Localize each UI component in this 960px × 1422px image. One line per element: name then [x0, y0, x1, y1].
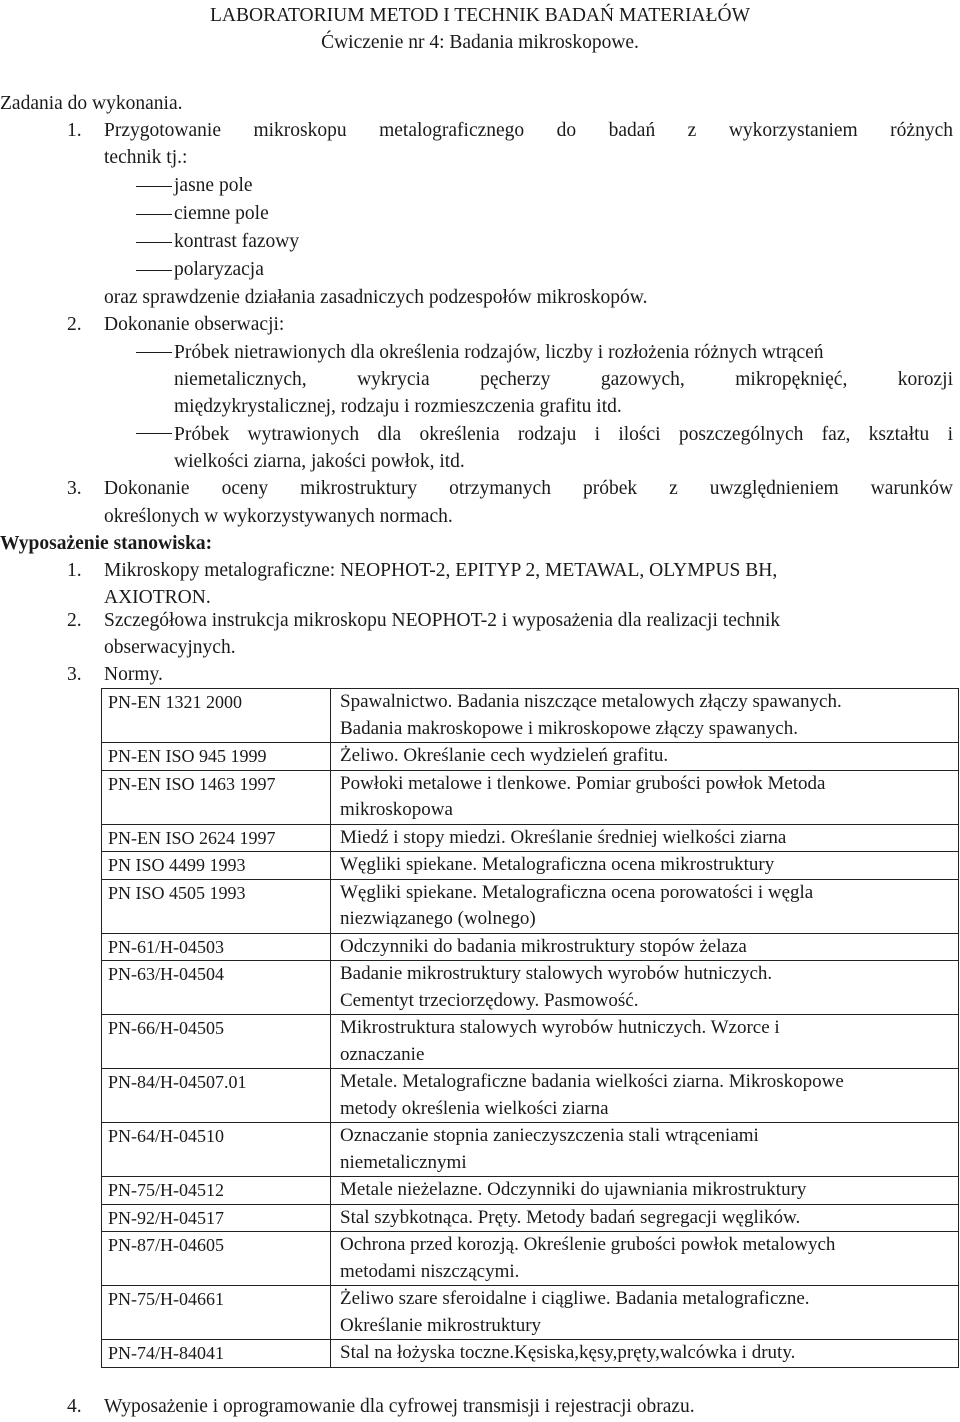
equipment-2-number: 2.	[67, 610, 82, 631]
norm-description	[331, 933, 959, 961]
technique-phase-contrast: kontrast fazowy	[174, 231, 300, 252]
norm-description-line: Badanie mikrostruktury stalowych wyrobów hutniczych.	[340, 963, 773, 984]
norm-code: PN-61/H-04503	[102, 933, 331, 961]
norm-description-line: Ochrona przed korozją. Określenie grubości powłok metalowych	[340, 1234, 836, 1255]
norm-row	[102, 1177, 959, 1205]
task-2-bullet-2-line-1: Próbek wytrawionych dla określenia rodzaju i ilości poszczególnych faz, kształtu i	[174, 424, 953, 445]
norm-description-line: mikroskopowa	[340, 799, 453, 820]
task-2-number: 2.	[67, 314, 82, 335]
norm-code: PN-EN ISO 945 1999	[102, 743, 331, 771]
norm-row	[102, 770, 959, 824]
norm-row	[102, 743, 959, 771]
norm-description-line: niezwiązanego (wolnego)	[340, 908, 536, 929]
task-2-bullet-1-line-2: niemetalicznych, wykrycia pęcherzy gazowych, mikropęknięć, korozji	[174, 369, 953, 390]
norm-description-line: Cementyt trzeciorzędowy. Pasmowość.	[340, 989, 639, 1011]
norm-row	[102, 824, 959, 852]
norm-code: PN ISO 4505 1993	[102, 879, 331, 933]
norm-row	[102, 1069, 959, 1123]
norm-description-line: Stal na łożyska toczne.Kęsiska,kęsy,pręty,walcówka i druty.	[340, 1342, 796, 1363]
tasks-heading: Zadania do wykonania.	[0, 93, 183, 114]
task-2-bullet-1-line-1: Próbek nietrawionych dla określenia rodzajów, liczby i rozłożenia różnych wtrąceń	[174, 342, 824, 363]
norm-row	[102, 961, 959, 1015]
norm-code: PN-84/H-04507.01	[102, 1069, 331, 1123]
bullet-dash	[136, 270, 172, 271]
norm-description	[331, 1177, 959, 1205]
norms-table-body	[102, 689, 959, 1368]
norm-description-line: niemetalicznymi	[340, 1151, 467, 1173]
norm-row	[102, 852, 959, 880]
equipment-3-number: 3.	[67, 664, 82, 685]
norm-description-line: Mikrostruktura stalowych wyrobów hutniczych. Wzorce i	[340, 1017, 780, 1038]
task-1-text: Przygotowanie mikroskopu metalograficznego do badań z wykorzystaniem różnych	[104, 120, 953, 141]
bullet-dash	[136, 433, 172, 434]
norm-code: PN-75/H-04512	[102, 1177, 331, 1205]
norm-description-line: Badania makroskopowe i mikroskopowe złączy spawanych.	[340, 717, 798, 739]
norm-row	[102, 1123, 959, 1177]
norm-description-line: Metale. Metalograficzne badania wielkości ziarna. Mikroskopowe	[340, 1071, 844, 1092]
norm-description-line: Żeliwo szare sferoidalne i ciągliwe. Badania metalograficzne.	[340, 1288, 810, 1309]
lab-title: LABORATORIUM METOD I TECHNIK BADAŃ MATERIAŁÓW	[209, 5, 751, 26]
bullet-dash	[136, 242, 172, 243]
norm-row	[102, 1232, 959, 1286]
norm-code: PN-EN ISO 2624 1997	[102, 824, 331, 852]
bullet-dash	[136, 352, 172, 353]
equipment-heading: Wyposażenie stanowiska:	[0, 533, 213, 554]
exercise-subtitle: Ćwiczenie nr 4: Badania mikroskopowe.	[321, 32, 639, 53]
norm-description-line: Stal szybkotnąca. Pręty. Metody badań segregacji węglików.	[340, 1206, 801, 1228]
norm-description-line: Spawalnictwo. Badania niszczące metalowych złączy spawanych.	[340, 691, 842, 712]
norm-description	[331, 1286, 959, 1340]
norm-code: PN-64/H-04510	[102, 1123, 331, 1177]
equipment-2-text: Szczegółowa instrukcja mikroskopu NEOPHOT-2 i wyposażenia dla realizacji technik	[104, 610, 781, 631]
norm-description-line: Metale nieżelazne. Odczynniki do ujawniania mikrostruktury	[340, 1179, 807, 1200]
norm-row	[102, 1286, 959, 1340]
norm-description	[331, 961, 959, 1015]
norm-description	[331, 1340, 959, 1368]
norm-code: PN-87/H-04605	[102, 1232, 331, 1286]
equipment-1-number: 1.	[67, 560, 82, 581]
norm-description	[331, 1204, 959, 1232]
norm-code: PN ISO 4499 1993	[102, 852, 331, 880]
norms-table	[101, 688, 959, 1368]
norm-code: PN-66/H-04505	[102, 1015, 331, 1069]
technique-dark-field: ciemne pole	[174, 203, 269, 224]
norm-code: PN-92/H-04517	[102, 1204, 331, 1232]
norm-description-line: Węgliki spiekane. Metalograficzna ocena mikrostruktury	[340, 854, 775, 875]
norm-description	[331, 879, 959, 933]
norm-code: PN-63/H-04504	[102, 961, 331, 1015]
norm-description-line: Odczynniki do badania mikrostruktury stopów żelaza	[340, 935, 747, 957]
task-3-text-cont: określonych w wykorzystywanych normach.	[104, 506, 453, 527]
norm-description-line: metody określenia wielkości ziarna	[340, 1097, 609, 1119]
equipment-1-text-cont: AXIOTRON.	[104, 587, 211, 608]
norm-code: PN-75/H-04661	[102, 1286, 331, 1340]
norm-description	[331, 1069, 959, 1123]
task-3-number: 3.	[67, 478, 82, 499]
task-2-text: Dokonanie obserwacji:	[104, 314, 285, 335]
task-2-bullet-2-line-2: wielkości ziarna, jakości powłok, itd.	[174, 451, 465, 472]
norm-row	[102, 1015, 959, 1069]
norm-description	[331, 1123, 959, 1177]
norm-description	[331, 743, 959, 771]
norm-description	[331, 1232, 959, 1286]
norm-description	[331, 1015, 959, 1069]
technique-bright-field: jasne pole	[174, 175, 253, 196]
norm-description	[331, 770, 959, 824]
norm-row	[102, 689, 959, 743]
norm-row	[102, 879, 959, 933]
bullet-dash	[136, 214, 172, 215]
task-1-text-cont: technik tj.:	[104, 147, 188, 168]
norm-code: PN-EN 1321 2000	[102, 689, 331, 743]
norm-description-line: Oznaczanie stopnia zanieczyszczenia stali wtrąceniami	[340, 1125, 759, 1146]
norm-description	[331, 689, 959, 743]
bullet-dash	[136, 186, 172, 187]
norm-row	[102, 1340, 959, 1368]
task-1-number: 1.	[67, 120, 82, 141]
norm-code: PN-74/H-84041	[102, 1340, 331, 1368]
norm-description	[331, 852, 959, 880]
norm-code: PN-EN ISO 1463 1997	[102, 770, 331, 824]
norm-description-line: Powłoki metalowe i tlenkowe. Pomiar grubości powłok Metoda	[340, 772, 826, 794]
norm-description-line: oznaczanie	[340, 1043, 425, 1065]
equipment-2-text-cont: obserwacyjnych.	[104, 637, 236, 658]
norm-description-line: Miedź i stopy miedzi. Określanie średniej wielkości ziarna	[340, 826, 787, 848]
equipment-4-text: Wyposażenie i oprogramowanie dla cyfrowej transmisji i rejestracji obrazu.	[104, 1396, 695, 1417]
task-2-bullet-1-line-3: międzykrystalicznej, rodzaju i rozmieszczenia grafitu itd.	[174, 396, 622, 417]
norm-description-line: Węgliki spiekane. Metalograficzna ocena porowatości i węgla	[340, 881, 814, 903]
norm-description-line: metodami niszczącymi.	[340, 1260, 520, 1282]
equipment-4-number: 4.	[67, 1396, 82, 1417]
norm-description	[331, 824, 959, 852]
task-3-text: Dokonanie oceny mikrostruktury otrzymanych próbek z uwzględnieniem warunków	[104, 478, 953, 499]
equipment-3-text: Normy.	[104, 664, 163, 685]
norm-row	[102, 1204, 959, 1232]
technique-polarization: polaryzacja	[174, 259, 264, 280]
task-1-after: oraz sprawdzenie działania zasadniczych podzespołów mikroskopów.	[104, 287, 648, 308]
norm-row	[102, 933, 959, 961]
equipment-1-text: Mikroskopy metalograficzne: NEOPHOT-2, EPITYP 2, METAWAL, OLYMPUS BH,	[104, 560, 778, 581]
norm-description-line: Określanie mikrostruktury	[340, 1314, 542, 1336]
norm-description-line: Żeliwo. Określanie cech wydzieleń grafitu.	[340, 745, 669, 766]
